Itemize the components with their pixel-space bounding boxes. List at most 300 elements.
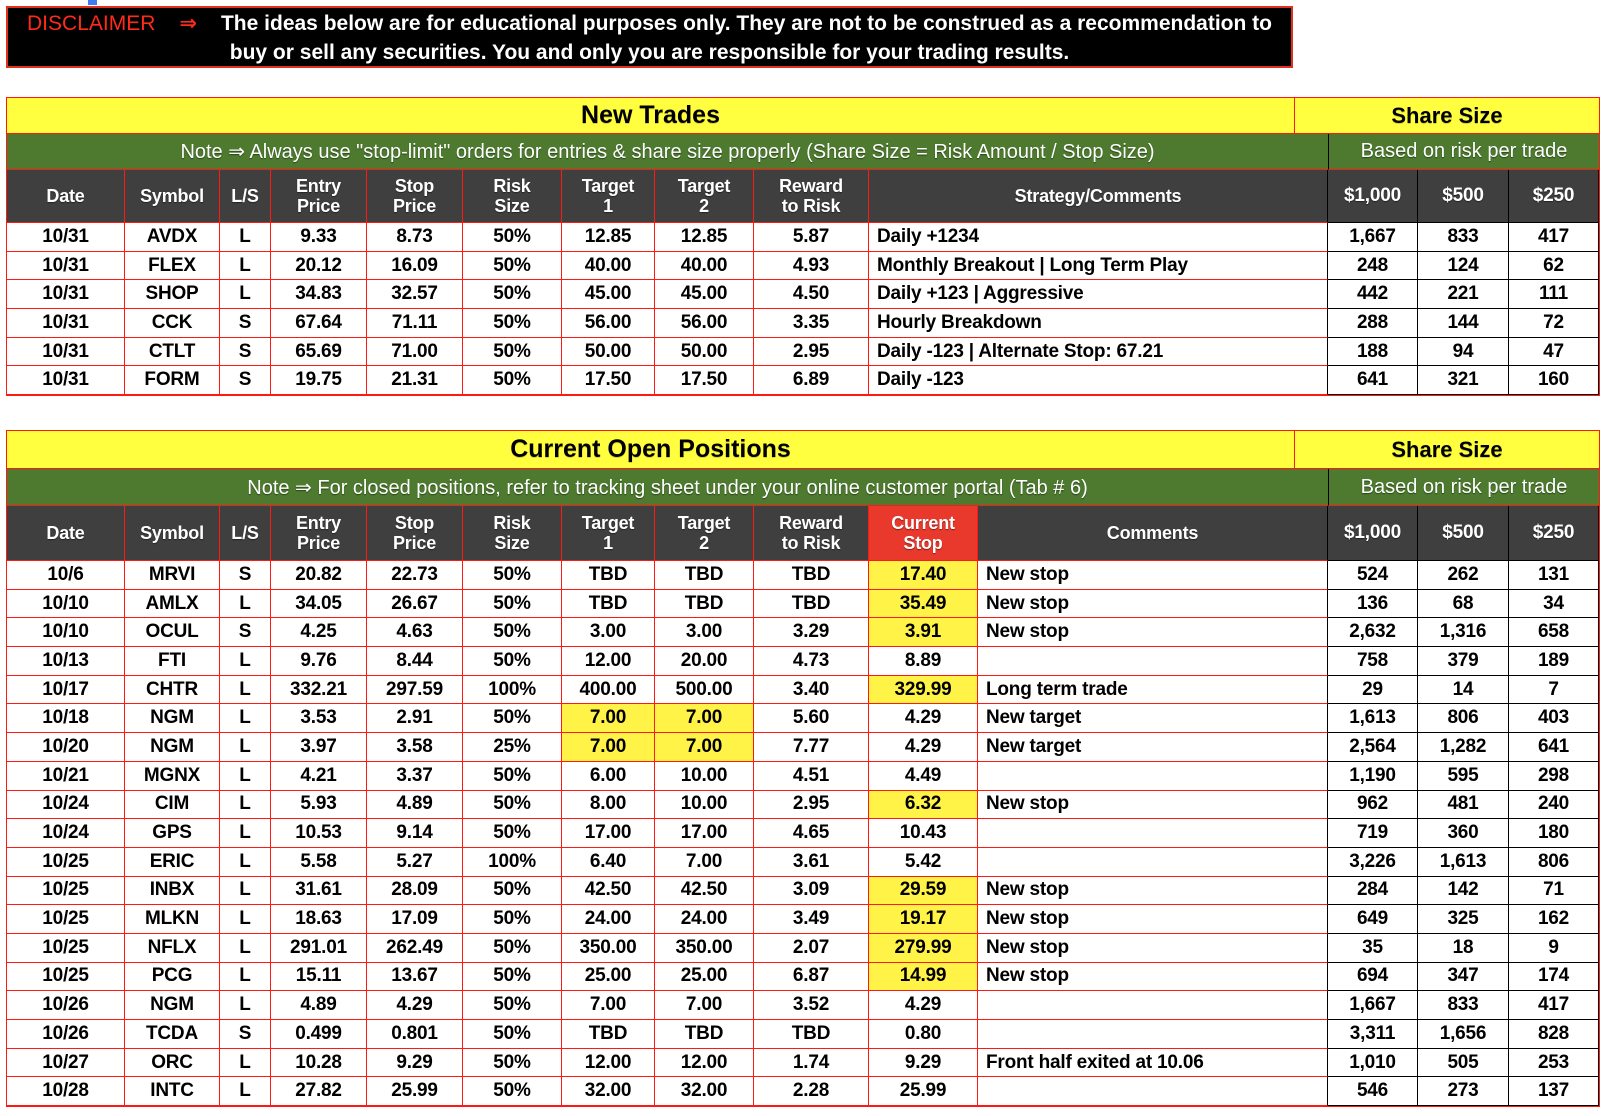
cell-symbol[interactable]: AVDX: [125, 223, 220, 252]
cell-comment[interactable]: New stop: [978, 934, 1328, 963]
cell-stop[interactable]: 297.59: [367, 676, 463, 705]
cell-t1[interactable]: TBD: [562, 1020, 655, 1049]
cell-cstop[interactable]: 4.29: [869, 733, 978, 762]
column-header-cstop[interactable]: [869, 506, 978, 561]
cell-t1[interactable]: 7.00: [562, 991, 655, 1020]
cell-date[interactable]: 10/31: [7, 338, 125, 367]
cell-symbol[interactable]: FTI: [125, 647, 220, 676]
cell-comment[interactable]: New stop: [978, 618, 1328, 647]
cell-t2[interactable]: 42.50: [655, 877, 754, 906]
cell-date[interactable]: 10/24: [7, 819, 125, 848]
cell-date[interactable]: 10/18: [7, 704, 125, 733]
cell-t1[interactable]: 25.00: [562, 963, 655, 992]
cell-stop[interactable]: 0.801: [367, 1020, 463, 1049]
cell-share-250[interactable]: 9: [1509, 934, 1599, 963]
cell-date[interactable]: 10/25: [7, 905, 125, 934]
cell-ls[interactable]: S: [220, 366, 271, 395]
cell-stop[interactable]: 28.09: [367, 877, 463, 906]
cell-symbol[interactable]: CIM: [125, 791, 220, 820]
cell-share-500[interactable]: 595: [1418, 762, 1509, 791]
cell-cstop[interactable]: 8.89: [869, 647, 978, 676]
cell-share-1000[interactable]: 288: [1328, 309, 1418, 338]
column-header-date[interactable]: [7, 506, 125, 561]
cell-cstop[interactable]: 4.29: [869, 991, 978, 1020]
cell-comment[interactable]: New stop: [978, 905, 1328, 934]
cell-share-250[interactable]: 403: [1509, 704, 1599, 733]
cell-symbol[interactable]: MRVI: [125, 561, 220, 590]
cell-date[interactable]: 10/26: [7, 1020, 125, 1049]
cell-symbol[interactable]: INTC: [125, 1077, 220, 1106]
cell-ls[interactable]: L: [220, 223, 271, 252]
cell-t1[interactable]: 8.00: [562, 791, 655, 820]
cell-risk[interactable]: 50%: [463, 704, 562, 733]
cell-share-500[interactable]: 833: [1418, 223, 1509, 252]
cell-symbol[interactable]: CHTR: [125, 676, 220, 705]
cell-risk[interactable]: 50%: [463, 618, 562, 647]
cell-symbol[interactable]: MLKN: [125, 905, 220, 934]
cell-t1[interactable]: 12.00: [562, 647, 655, 676]
cell-risk[interactable]: 50%: [463, 252, 562, 281]
cell-share-250[interactable]: 658: [1509, 618, 1599, 647]
share-column-header-250[interactable]: $250: [1509, 506, 1599, 561]
cell-comment[interactable]: New stop: [978, 791, 1328, 820]
cell-symbol[interactable]: NGM: [125, 733, 220, 762]
cell-rr[interactable]: 4.65: [754, 819, 869, 848]
cell-entry[interactable]: 9.76: [271, 647, 367, 676]
cell-date[interactable]: 10/10: [7, 590, 125, 619]
cell-share-500[interactable]: 806: [1418, 704, 1509, 733]
cell-entry[interactable]: 15.11: [271, 963, 367, 992]
share-size-title[interactable]: Share Size: [1295, 98, 1599, 134]
cell-rr[interactable]: TBD: [754, 1020, 869, 1049]
cell-ls[interactable]: S: [220, 1020, 271, 1049]
cell-t2[interactable]: 500.00: [655, 676, 754, 705]
cell-stop[interactable]: 22.73: [367, 561, 463, 590]
column-header-risk[interactable]: [463, 506, 562, 561]
cell-share-1000[interactable]: 962: [1328, 791, 1418, 820]
cell-comment[interactable]: [978, 991, 1328, 1020]
cell-share-1000[interactable]: 1,010: [1328, 1049, 1418, 1078]
cell-ls[interactable]: L: [220, 590, 271, 619]
cell-ls[interactable]: S: [220, 309, 271, 338]
column-header-entry[interactable]: [271, 506, 367, 561]
cell-rr[interactable]: 6.89: [754, 366, 869, 395]
cell-rr[interactable]: 3.61: [754, 848, 869, 877]
cell-date[interactable]: 10/31: [7, 252, 125, 281]
cell-rr[interactable]: TBD: [754, 590, 869, 619]
cell-comment[interactable]: New target: [978, 733, 1328, 762]
cell-stop[interactable]: 9.14: [367, 819, 463, 848]
cell-ls[interactable]: L: [220, 877, 271, 906]
column-header-t2[interactable]: [655, 506, 754, 561]
cell-t2[interactable]: TBD: [655, 1020, 754, 1049]
column-header-ls[interactable]: [220, 170, 271, 223]
cell-entry[interactable]: 0.499: [271, 1020, 367, 1049]
cell-t2[interactable]: 12.85: [655, 223, 754, 252]
cell-risk[interactable]: 50%: [463, 647, 562, 676]
cell-share-250[interactable]: 240: [1509, 791, 1599, 820]
cell-share-1000[interactable]: 248: [1328, 252, 1418, 281]
cell-comment[interactable]: New stop: [978, 877, 1328, 906]
cell-stop[interactable]: 4.29: [367, 991, 463, 1020]
cell-comment[interactable]: Daily -123: [869, 366, 1328, 395]
cell-comment[interactable]: [978, 647, 1328, 676]
open-positions-note[interactable]: Note ⇒ For closed positions, refer to tracking sheet under your online customer portal (Tab # 6): [7, 469, 1329, 506]
cell-share-500[interactable]: 1,316: [1418, 618, 1509, 647]
cell-risk[interactable]: 50%: [463, 934, 562, 963]
cell-cstop[interactable]: 4.29: [869, 704, 978, 733]
cell-date[interactable]: 10/31: [7, 223, 125, 252]
cell-risk[interactable]: 50%: [463, 590, 562, 619]
cell-ls[interactable]: L: [220, 647, 271, 676]
cell-share-1000[interactable]: 694: [1328, 963, 1418, 992]
cell-symbol[interactable]: NFLX: [125, 934, 220, 963]
cell-t2[interactable]: 7.00: [655, 733, 754, 762]
cell-entry[interactable]: 31.61: [271, 877, 367, 906]
cell-entry[interactable]: 5.58: [271, 848, 367, 877]
cell-entry[interactable]: 5.93: [271, 791, 367, 820]
cell-date[interactable]: 10/31: [7, 309, 125, 338]
cell-entry[interactable]: 3.97: [271, 733, 367, 762]
cell-stop[interactable]: 17.09: [367, 905, 463, 934]
cell-entry[interactable]: 20.82: [271, 561, 367, 590]
share-column-header-500[interactable]: $500: [1418, 170, 1509, 223]
cell-share-500[interactable]: 144: [1418, 309, 1509, 338]
cell-risk[interactable]: 50%: [463, 819, 562, 848]
cell-cstop[interactable]: 19.17: [869, 905, 978, 934]
cell-ls[interactable]: L: [220, 1049, 271, 1078]
cell-t2[interactable]: 32.00: [655, 1077, 754, 1106]
cell-t1[interactable]: 17.50: [562, 366, 655, 395]
cell-date[interactable]: 10/28: [7, 1077, 125, 1106]
cell-t1[interactable]: 24.00: [562, 905, 655, 934]
cell-share-500[interactable]: 321: [1418, 366, 1509, 395]
cell-date[interactable]: 10/25: [7, 848, 125, 877]
cell-t2[interactable]: 56.00: [655, 309, 754, 338]
cell-entry[interactable]: 20.12: [271, 252, 367, 281]
cell-cstop[interactable]: 17.40: [869, 561, 978, 590]
cell-comment[interactable]: Hourly Breakdown: [869, 309, 1328, 338]
cell-symbol[interactable]: OCUL: [125, 618, 220, 647]
cell-symbol[interactable]: FORM: [125, 366, 220, 395]
cell-rr[interactable]: 3.40: [754, 676, 869, 705]
cell-entry[interactable]: 19.75: [271, 366, 367, 395]
cell-comment[interactable]: Daily +123 | Aggressive: [869, 280, 1328, 309]
share-column-header-250[interactable]: $250: [1509, 170, 1599, 223]
cell-t2[interactable]: 40.00: [655, 252, 754, 281]
cell-rr[interactable]: 2.95: [754, 338, 869, 367]
cell-ls[interactable]: S: [220, 338, 271, 367]
cell-risk[interactable]: 50%: [463, 1020, 562, 1049]
cell-risk[interactable]: 50%: [463, 1077, 562, 1106]
cell-comment[interactable]: Daily +1234: [869, 223, 1328, 252]
cell-stop[interactable]: 4.63: [367, 618, 463, 647]
cell-ls[interactable]: L: [220, 905, 271, 934]
cell-t2[interactable]: 10.00: [655, 791, 754, 820]
column-header-comment[interactable]: [978, 506, 1328, 561]
cell-entry[interactable]: 10.53: [271, 819, 367, 848]
cell-cstop[interactable]: 6.32: [869, 791, 978, 820]
column-header-date[interactable]: [7, 170, 125, 223]
cell-share-500[interactable]: 68: [1418, 590, 1509, 619]
cell-t2[interactable]: 17.00: [655, 819, 754, 848]
cell-date[interactable]: 10/24: [7, 791, 125, 820]
cell-share-250[interactable]: 72: [1509, 309, 1599, 338]
cell-date[interactable]: 10/31: [7, 366, 125, 395]
cell-risk[interactable]: 50%: [463, 963, 562, 992]
cell-share-1000[interactable]: 524: [1328, 561, 1418, 590]
column-header-t2[interactable]: [655, 170, 754, 223]
share-column-header-1000[interactable]: $1,000: [1328, 170, 1418, 223]
cell-t2[interactable]: 7.00: [655, 991, 754, 1020]
cell-share-250[interactable]: 71: [1509, 877, 1599, 906]
cell-share-500[interactable]: 221: [1418, 280, 1509, 309]
cell-rr[interactable]: 2.28: [754, 1077, 869, 1106]
column-header-t1[interactable]: [562, 506, 655, 561]
cell-stop[interactable]: 8.73: [367, 223, 463, 252]
cell-risk[interactable]: 50%: [463, 280, 562, 309]
cell-risk[interactable]: 50%: [463, 991, 562, 1020]
cell-date[interactable]: 10/31: [7, 280, 125, 309]
cell-date[interactable]: 10/25: [7, 877, 125, 906]
cell-date[interactable]: 10/6: [7, 561, 125, 590]
cell-ls[interactable]: L: [220, 963, 271, 992]
cell-share-1000[interactable]: 1,613: [1328, 704, 1418, 733]
cell-rr[interactable]: 3.52: [754, 991, 869, 1020]
cell-rr[interactable]: 3.29: [754, 618, 869, 647]
cell-t2[interactable]: TBD: [655, 561, 754, 590]
cell-comment[interactable]: Long term trade: [978, 676, 1328, 705]
cell-date[interactable]: 10/27: [7, 1049, 125, 1078]
cell-share-500[interactable]: 1,282: [1418, 733, 1509, 762]
cell-t1[interactable]: 40.00: [562, 252, 655, 281]
cell-date[interactable]: 10/10: [7, 618, 125, 647]
cell-entry[interactable]: 10.28: [271, 1049, 367, 1078]
cell-stop[interactable]: 262.49: [367, 934, 463, 963]
cell-ls[interactable]: S: [220, 561, 271, 590]
cell-t2[interactable]: 45.00: [655, 280, 754, 309]
cell-cstop[interactable]: 4.49: [869, 762, 978, 791]
cell-cstop[interactable]: 25.99: [869, 1077, 978, 1106]
cell-share-250[interactable]: 162: [1509, 905, 1599, 934]
cell-stop[interactable]: 25.99: [367, 1077, 463, 1106]
cell-t1[interactable]: 7.00: [562, 704, 655, 733]
cell-entry[interactable]: 34.83: [271, 280, 367, 309]
cell-entry[interactable]: 4.89: [271, 991, 367, 1020]
cell-cstop[interactable]: 3.91: [869, 618, 978, 647]
share-size-title[interactable]: Share Size: [1295, 431, 1599, 469]
cell-t1[interactable]: TBD: [562, 590, 655, 619]
cell-cstop[interactable]: 329.99: [869, 676, 978, 705]
cell-date[interactable]: 10/25: [7, 934, 125, 963]
cell-date[interactable]: 10/13: [7, 647, 125, 676]
cell-share-250[interactable]: 62: [1509, 252, 1599, 281]
cell-comment[interactable]: Monthly Breakout | Long Term Play: [869, 252, 1328, 281]
cell-symbol[interactable]: NGM: [125, 991, 220, 1020]
cell-share-250[interactable]: 174: [1509, 963, 1599, 992]
cell-share-250[interactable]: 641: [1509, 733, 1599, 762]
column-header-stop[interactable]: [367, 170, 463, 223]
cell-symbol[interactable]: TCDA: [125, 1020, 220, 1049]
cell-symbol[interactable]: SHOP: [125, 280, 220, 309]
cell-share-500[interactable]: 18: [1418, 934, 1509, 963]
cell-rr[interactable]: 5.60: [754, 704, 869, 733]
cell-cstop[interactable]: 279.99: [869, 934, 978, 963]
cell-share-250[interactable]: 47: [1509, 338, 1599, 367]
cell-risk[interactable]: 50%: [463, 1049, 562, 1078]
cell-stop[interactable]: 71.11: [367, 309, 463, 338]
cell-share-500[interactable]: 1,613: [1418, 848, 1509, 877]
cell-risk[interactable]: 50%: [463, 877, 562, 906]
cell-symbol[interactable]: GPS: [125, 819, 220, 848]
cell-entry[interactable]: 291.01: [271, 934, 367, 963]
cell-share-500[interactable]: 833: [1418, 991, 1509, 1020]
cell-cstop[interactable]: 0.80: [869, 1020, 978, 1049]
cell-share-1000[interactable]: 1,190: [1328, 762, 1418, 791]
cell-share-500[interactable]: 1,656: [1418, 1020, 1509, 1049]
cell-t1[interactable]: 6.40: [562, 848, 655, 877]
cell-t1[interactable]: 50.00: [562, 338, 655, 367]
cell-share-500[interactable]: 505: [1418, 1049, 1509, 1078]
cell-stop[interactable]: 8.44: [367, 647, 463, 676]
cell-t2[interactable]: 10.00: [655, 762, 754, 791]
cell-rr[interactable]: TBD: [754, 561, 869, 590]
cell-share-1000[interactable]: 758: [1328, 647, 1418, 676]
cell-cstop[interactable]: 14.99: [869, 963, 978, 992]
cell-symbol[interactable]: CCK: [125, 309, 220, 338]
cell-share-1000[interactable]: 3,311: [1328, 1020, 1418, 1049]
cell-share-1000[interactable]: 1,667: [1328, 991, 1418, 1020]
cell-comment[interactable]: New stop: [978, 963, 1328, 992]
cell-symbol[interactable]: CTLT: [125, 338, 220, 367]
column-header-comment[interactable]: [869, 170, 1328, 223]
cell-share-1000[interactable]: 35: [1328, 934, 1418, 963]
cell-entry[interactable]: 3.53: [271, 704, 367, 733]
cell-ls[interactable]: L: [220, 791, 271, 820]
cell-t1[interactable]: 12.00: [562, 1049, 655, 1078]
cell-symbol[interactable]: AMLX: [125, 590, 220, 619]
cell-share-500[interactable]: 347: [1418, 963, 1509, 992]
cell-entry[interactable]: 67.64: [271, 309, 367, 338]
cell-date[interactable]: 10/20: [7, 733, 125, 762]
cell-share-1000[interactable]: 641: [1328, 366, 1418, 395]
cell-rr[interactable]: 6.87: [754, 963, 869, 992]
column-header-symbol[interactable]: [125, 506, 220, 561]
cell-symbol[interactable]: NGM: [125, 704, 220, 733]
cell-share-250[interactable]: 111: [1509, 280, 1599, 309]
cell-share-250[interactable]: 253: [1509, 1049, 1599, 1078]
cell-risk[interactable]: 25%: [463, 733, 562, 762]
cell-share-1000[interactable]: 1,667: [1328, 223, 1418, 252]
cell-symbol[interactable]: INBX: [125, 877, 220, 906]
cell-cstop[interactable]: 29.59: [869, 877, 978, 906]
cell-ls[interactable]: S: [220, 618, 271, 647]
cell-t1[interactable]: 3.00: [562, 618, 655, 647]
cell-t1[interactable]: 56.00: [562, 309, 655, 338]
cell-ls[interactable]: L: [220, 934, 271, 963]
cell-share-500[interactable]: 14: [1418, 676, 1509, 705]
cell-risk[interactable]: 50%: [463, 762, 562, 791]
cell-t1[interactable]: 400.00: [562, 676, 655, 705]
cell-date[interactable]: 10/17: [7, 676, 125, 705]
column-header-rr[interactable]: [754, 506, 869, 561]
cell-cstop[interactable]: 9.29: [869, 1049, 978, 1078]
cell-risk[interactable]: 50%: [463, 338, 562, 367]
cell-share-1000[interactable]: 3,226: [1328, 848, 1418, 877]
cell-rr[interactable]: 3.35: [754, 309, 869, 338]
cell-entry[interactable]: 27.82: [271, 1077, 367, 1106]
cell-risk[interactable]: 100%: [463, 676, 562, 705]
cell-rr[interactable]: 3.49: [754, 905, 869, 934]
cell-stop[interactable]: 3.37: [367, 762, 463, 791]
cell-symbol[interactable]: FLEX: [125, 252, 220, 281]
cell-share-500[interactable]: 124: [1418, 252, 1509, 281]
cell-share-1000[interactable]: 649: [1328, 905, 1418, 934]
cell-t1[interactable]: 45.00: [562, 280, 655, 309]
cell-entry[interactable]: 9.33: [271, 223, 367, 252]
cell-t2[interactable]: 24.00: [655, 905, 754, 934]
cell-share-250[interactable]: 828: [1509, 1020, 1599, 1049]
cell-share-250[interactable]: 180: [1509, 819, 1599, 848]
cell-ls[interactable]: L: [220, 991, 271, 1020]
cell-rr[interactable]: 4.51: [754, 762, 869, 791]
cell-rr[interactable]: 2.95: [754, 791, 869, 820]
cell-stop[interactable]: 3.58: [367, 733, 463, 762]
cell-share-250[interactable]: 131: [1509, 561, 1599, 590]
cell-t2[interactable]: 12.00: [655, 1049, 754, 1078]
cell-ls[interactable]: L: [220, 762, 271, 791]
share-column-header-1000[interactable]: $1,000: [1328, 506, 1418, 561]
cell-ls[interactable]: L: [220, 848, 271, 877]
cell-cstop[interactable]: 35.49: [869, 590, 978, 619]
cell-share-500[interactable]: 360: [1418, 819, 1509, 848]
column-header-stop[interactable]: [367, 506, 463, 561]
cell-comment[interactable]: [978, 1077, 1328, 1106]
column-header-ls[interactable]: [220, 506, 271, 561]
cell-ls[interactable]: L: [220, 704, 271, 733]
cell-entry[interactable]: 34.05: [271, 590, 367, 619]
cell-stop[interactable]: 9.29: [367, 1049, 463, 1078]
cell-t2[interactable]: 350.00: [655, 934, 754, 963]
cell-share-250[interactable]: 417: [1509, 223, 1599, 252]
share-size-subtitle[interactable]: Based on risk per trade: [1329, 469, 1599, 506]
cell-rr[interactable]: 4.93: [754, 252, 869, 281]
cell-share-500[interactable]: 142: [1418, 877, 1509, 906]
cell-stop[interactable]: 16.09: [367, 252, 463, 281]
cell-share-250[interactable]: 34: [1509, 590, 1599, 619]
cell-symbol[interactable]: ERIC: [125, 848, 220, 877]
cell-t1[interactable]: 17.00: [562, 819, 655, 848]
cell-risk[interactable]: 50%: [463, 309, 562, 338]
cell-t2[interactable]: 7.00: [655, 848, 754, 877]
share-size-subtitle[interactable]: Based on risk per trade: [1329, 134, 1599, 170]
cell-share-250[interactable]: 806: [1509, 848, 1599, 877]
cell-share-500[interactable]: 325: [1418, 905, 1509, 934]
cell-share-1000[interactable]: 136: [1328, 590, 1418, 619]
cell-risk[interactable]: 50%: [463, 791, 562, 820]
cell-rr[interactable]: 7.77: [754, 733, 869, 762]
cell-risk[interactable]: 50%: [463, 905, 562, 934]
cell-share-500[interactable]: 94: [1418, 338, 1509, 367]
cell-ls[interactable]: L: [220, 819, 271, 848]
cell-t1[interactable]: 32.00: [562, 1077, 655, 1106]
cell-comment[interactable]: [978, 1020, 1328, 1049]
column-header-entry[interactable]: [271, 170, 367, 223]
cell-symbol[interactable]: MGNX: [125, 762, 220, 791]
cell-share-250[interactable]: 7: [1509, 676, 1599, 705]
cell-ls[interactable]: L: [220, 252, 271, 281]
cell-comment[interactable]: New stop: [978, 590, 1328, 619]
